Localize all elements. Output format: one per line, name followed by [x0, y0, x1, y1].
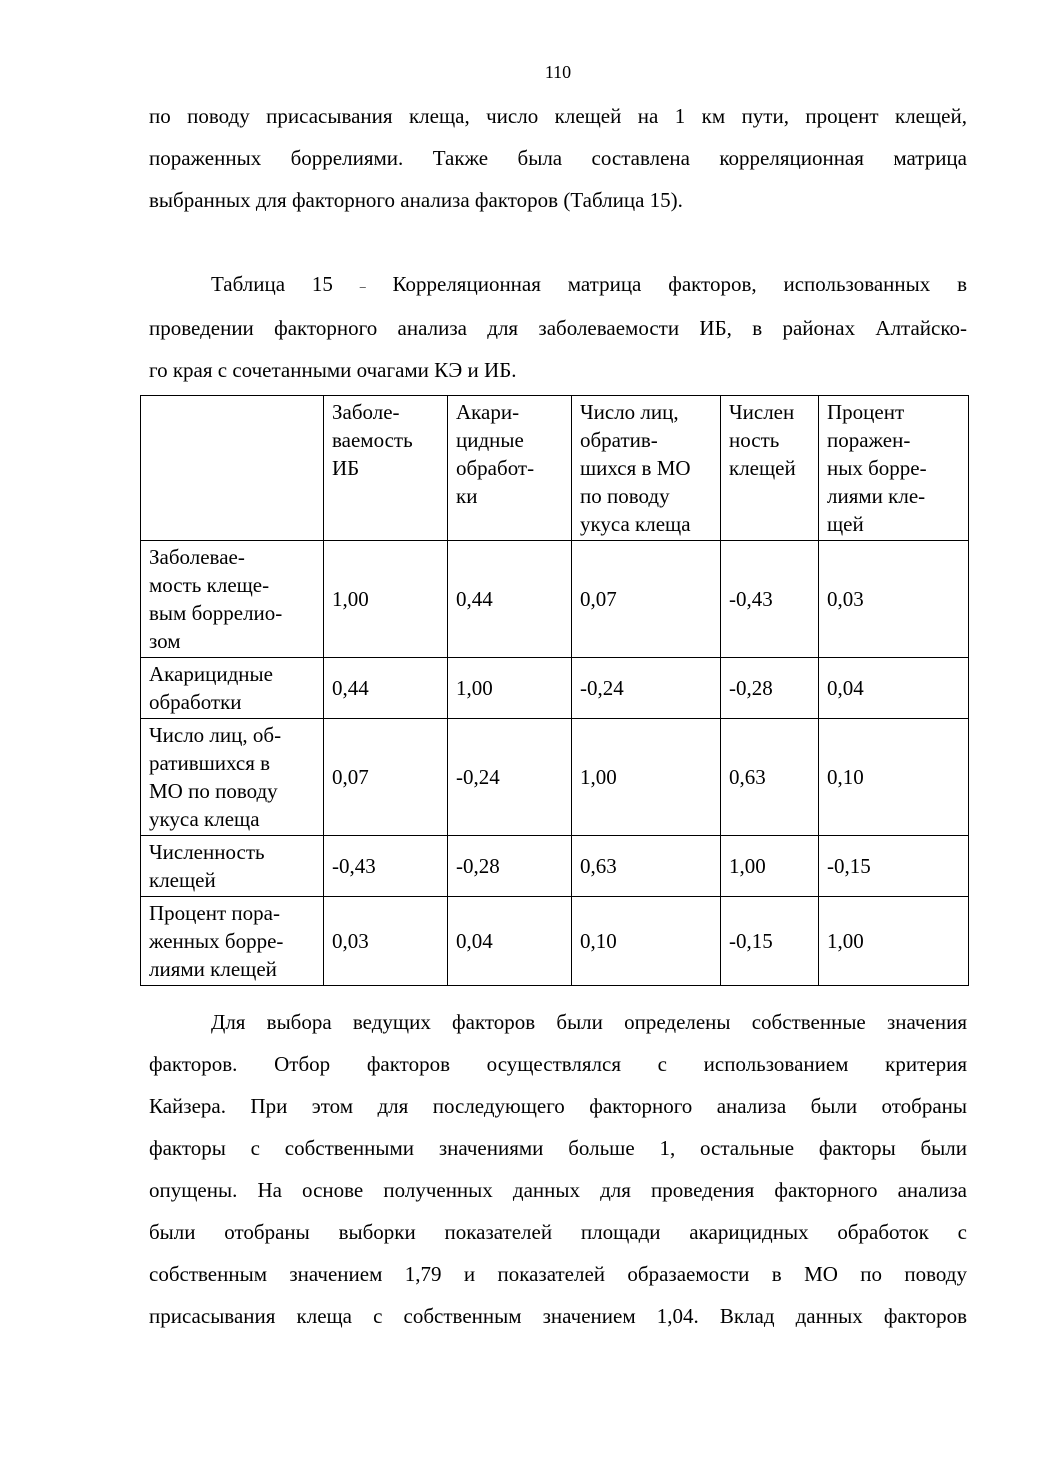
- table-cell: 0,04: [448, 897, 572, 986]
- table-cell: 0,07: [324, 719, 448, 836]
- correlation-matrix-table: [140, 395, 969, 986]
- table-cell: -0,24: [572, 658, 721, 719]
- table-cell: 1,00: [572, 719, 721, 836]
- table-cell: -0,28: [448, 836, 572, 897]
- table-cell: -0,43: [721, 541, 819, 658]
- text-line: присасывания клеща с собственным значением 1,04. Вклад данных факторов: [149, 1304, 967, 1328]
- table-cell: -0,28: [721, 658, 819, 719]
- row-header: Процент пора- женных борре- лиями клещей: [141, 897, 324, 986]
- text-line: собственным значением 1,79 и показателей образаемости в МО по поводу: [149, 1262, 967, 1286]
- table-cell: 1,00: [721, 836, 819, 897]
- table-cell: 0,03: [819, 541, 969, 658]
- row-header: Численность клещей: [141, 836, 324, 897]
- text-line: Кайзера. При этом для последующего факторного анализа были отобраны: [149, 1094, 967, 1118]
- row-header: Акарицидные обработки: [141, 658, 324, 719]
- caption-line: [149, 263, 967, 307]
- table-cell: 0,07: [572, 541, 721, 658]
- text-line: факторов. Отбор факторов осуществлялся с использованием критерия: [149, 1052, 967, 1076]
- table-row: [141, 658, 969, 719]
- column-header: Акари- цидные обработ- ки: [448, 396, 572, 541]
- caption-title-start: Корреляционная матрица факторов, использованных в: [392, 272, 967, 296]
- text-line: факторы с собственными значениями больше 1, остальные факторы были: [149, 1136, 967, 1160]
- caption-dash: –: [359, 279, 366, 294]
- text-line: пораженных боррелиями. Также была составлена корреляционная матрица: [149, 146, 967, 170]
- table-row: [141, 541, 969, 658]
- text-line: выбранных для факторного анализа факторов (Таблица 15).: [149, 188, 683, 212]
- table-cell: 0,63: [721, 719, 819, 836]
- table-cell: -0,15: [819, 836, 969, 897]
- text-line: по поводу присасывания клеща, число клещей на 1 км пути, процент клещей,: [149, 104, 967, 128]
- caption-line: го края с сочетанными очагами КЭ и ИБ.: [149, 358, 517, 383]
- table-cell: 0,10: [572, 897, 721, 986]
- table-header-row: [141, 396, 969, 541]
- column-header: Процент поражен- ных борре- лиями кле- щей: [819, 396, 969, 541]
- table-cell: 0,04: [819, 658, 969, 719]
- table-cell: 0,44: [324, 658, 448, 719]
- table-cell: 0,10: [819, 719, 969, 836]
- intro-paragraph: [149, 95, 967, 221]
- column-header: Число лиц, обратив- шихся в МО по поводу укуса клеща: [572, 396, 721, 541]
- table-cell: -0,15: [721, 897, 819, 986]
- caption-line: проведении факторного анализа для заболеваемости ИБ, в районах Алтайско-: [149, 316, 967, 341]
- row-header: Число лиц, об- ратившихся в МО по поводу укуса клеща: [141, 719, 324, 836]
- table-cell: 0,44: [448, 541, 572, 658]
- column-header: Числен ность клещей: [721, 396, 819, 541]
- table-cell: -0,24: [448, 719, 572, 836]
- table-row: [141, 897, 969, 986]
- table-cell: 0,63: [572, 836, 721, 897]
- table-cell: 1,00: [448, 658, 572, 719]
- eigenvalue-paragraph: [149, 1001, 967, 1337]
- table-cell: 1,00: [819, 897, 969, 986]
- page-number: 110: [544, 62, 572, 82]
- caption-label: Таблица 15: [211, 272, 333, 296]
- column-header: Заболе- ваемость ИБ: [324, 396, 448, 541]
- table-row: [141, 719, 969, 836]
- table-corner-cell: [141, 396, 324, 541]
- table-cell: 1,00: [324, 541, 448, 658]
- row-header: Заболевае- мость клеще- вым боррелио- зом: [141, 541, 324, 658]
- text-line: были отобраны выборки показателей площади акарицидных обработок с: [149, 1220, 967, 1244]
- text-line: опущены. На основе полученных данных для проведения факторного анализа: [149, 1178, 967, 1202]
- text-line: Для выбора ведущих факторов были определены собственные значения: [211, 1010, 967, 1034]
- table-cell: 0,03: [324, 897, 448, 986]
- table-cell: -0,43: [324, 836, 448, 897]
- table-row: [141, 836, 969, 897]
- table-caption: [149, 263, 967, 391]
